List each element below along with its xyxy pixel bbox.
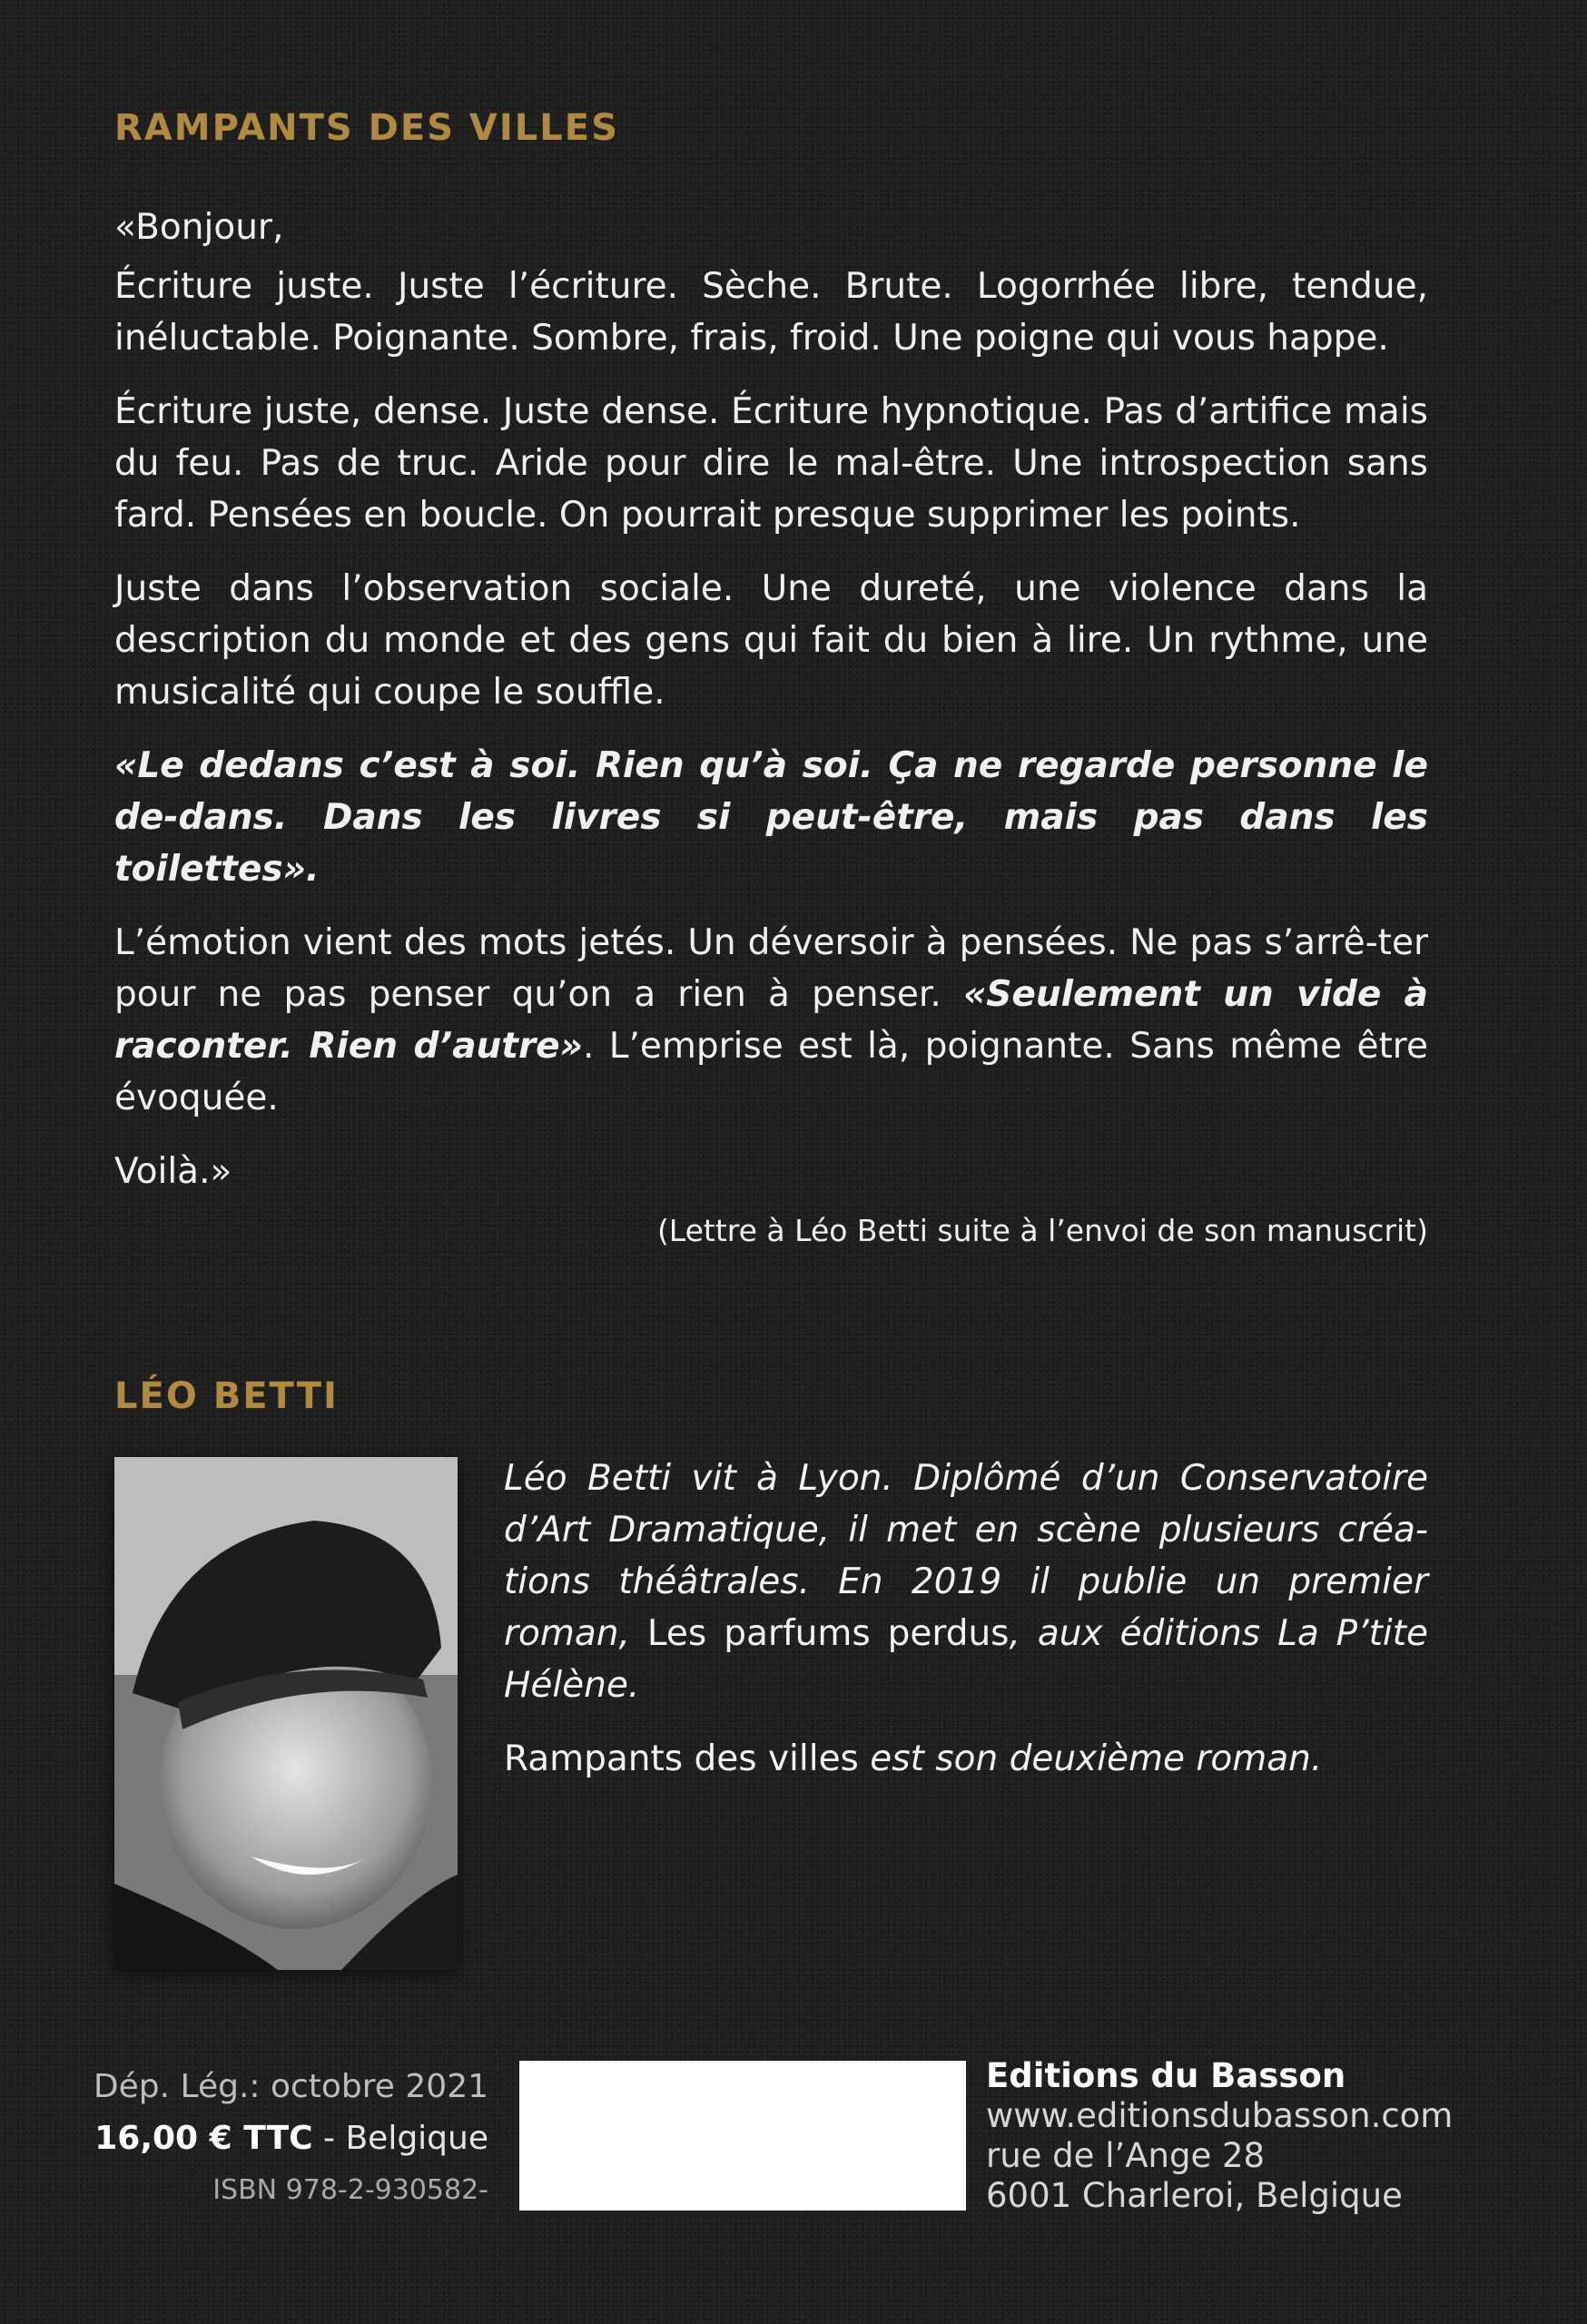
publisher-city: 6001 Charleroi, Belgique <box>986 2176 1403 2215</box>
barcode-placeholder <box>519 2061 966 2211</box>
portrait-illustration <box>114 1457 458 1970</box>
legal-deposit: Dép. Lég.: octobre 2021 <box>93 2068 488 2105</box>
letter-greeting: «Bonjour, <box>114 207 284 248</box>
letter-paragraph-5-start: L’émotion vient des mots jetés. Un déversoir à pensées. Ne pas s’arrê-ter pour ne pas penser qu’on a rien à penser. <box>114 922 1428 1015</box>
publisher-website: www.editionsdubasson.com <box>986 2096 1454 2135</box>
letter-paragraph-3: Juste dans l’observation sociale. Une dureté, une violence dans la description du monde et des gens qui fait du bien à lire. Un rythme, une musicalité qui coupe le souffle. <box>114 568 1428 713</box>
letter-text <box>114 202 1428 1256</box>
bio-paragraph-2 <box>504 1733 1428 1785</box>
letter-paragraph-2: Écriture juste, dense. Juste dense. Écriture hypnotique. Pas d’artifice mais du feu. Pas de truc. Aride pour dire le mal-être. Une introspection sans fard. Pensées en boucle. On pourrait presque supprimer les points. <box>114 391 1428 536</box>
isbn: ISBN 978-2-930582- <box>212 2174 488 2206</box>
bio-book-title-2: Rampants des villes <box>504 1738 859 1779</box>
letter-closing: Voilà.» <box>114 1151 232 1192</box>
book-title-heading: RAMPANTS DES VILLES <box>114 107 619 149</box>
price-line <box>53 2112 488 2164</box>
bio-text-c: est son deuxième roman. <box>858 1738 1323 1779</box>
letter-paragraph-5 <box>114 917 1428 1124</box>
bio-text-a: Léo Betti vit à Lyon. Diplômé d’un Conservatoire d’Art Dramatique, il met en scène plusieurs créa-tions théâtrales. En 2019 il publie un premier roman, <box>504 1458 1428 1654</box>
price: 16,00 € TTC <box>94 2120 313 2157</box>
publisher-name: Editions du Basson <box>986 2056 1346 2095</box>
author-heading: LÉO BETTI <box>114 1375 339 1417</box>
bio-book-title-1: Les parfums perdus <box>646 1613 1010 1654</box>
bio-text-b: , aux éditions La P’tite Hélène. <box>504 1613 1429 1706</box>
letter-paragraph-1: Écriture juste. Juste l’écriture. Sèche. Brute. Logorrhée libre, tendue, inéluctable. Poignante. Sombre, frais, froid. Une poigne qui vous happe. <box>114 266 1428 359</box>
legal-info <box>53 2061 488 2216</box>
price-suffix: - Belgique <box>312 2120 488 2157</box>
bio-paragraph-1 <box>504 1452 1428 1711</box>
letter-inline-quote: «Seulement un vide à raconter. Rien d’autre» <box>114 974 1429 1067</box>
letter-paragraph-5-end: . L’emprise est là, poignante. Sans même être évoquée. <box>114 1026 1428 1118</box>
author-bio <box>504 1452 1428 1807</box>
letter-book-quote: «Le dedans c’est à soi. Rien qu’à soi. Ça ne regarde personne le de-dans. Dans les livres si peut-être, mais pas dans les toilettes». <box>114 745 1428 890</box>
publisher-street: rue de l’Ange 28 <box>986 2136 1266 2175</box>
letter-signature: (Lettre à Léo Betti suite à l’envoi de son manuscrit) <box>656 1213 1428 1248</box>
publisher-info <box>986 2056 1453 2216</box>
author-portrait-photo <box>114 1457 458 1970</box>
